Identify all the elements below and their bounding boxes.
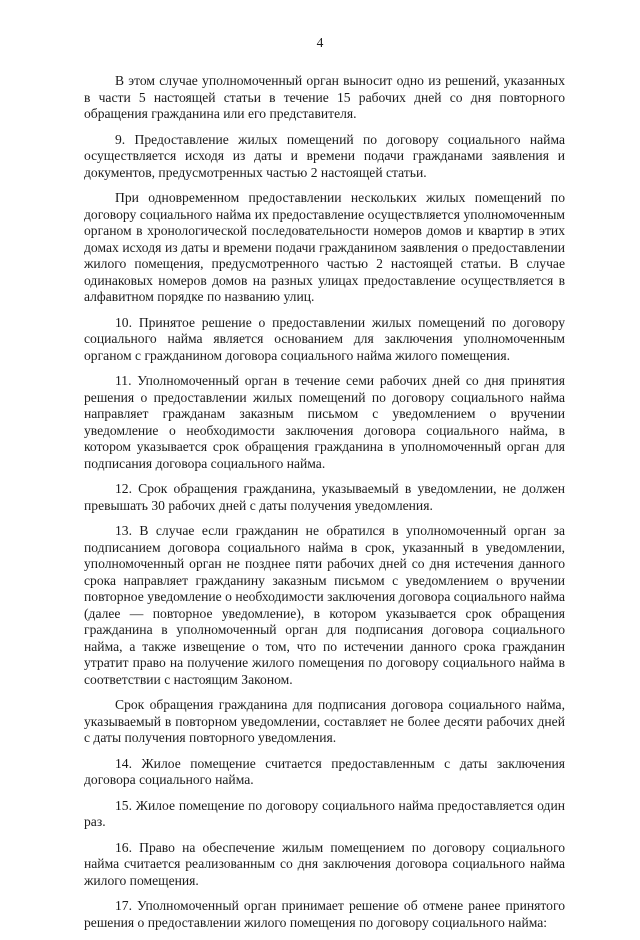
paragraph-repeat-request-decision: В этом случае уполномоченный орган выносит одно из решений, указанных в части 5 настоящей статьи в течение 15 рабочих дней со дня повторного обращения гражданина или его представителя. [84,73,565,121]
document-body [84,73,565,940]
paragraph-item-16: 16. Право на обеспечение жилым помещением по договору социального найма считается реализованным со дня заключения договора социального найма жилого помещения. [84,839,565,888]
paragraph-item-11: 11. Уполномоченный орган в течение семи рабочих дней со дня принятия решения о предоставлении жилых помещений по договору социального найма направляет гражданам заказным письмом с уведомлением о вручении уведомление о необходимости заключения договора социального найма, в котором указывается срок обращения гражданина в уполномоченный орган для подписания договора социального найма. [84,373,565,471]
paragraph-item-9: 9. Предоставление жилых помещений по договору социального найма осуществляется исходя из даты и времени подачи гражданами заявления и документов, предусмотренных частью 2 настоящей статьи. [84,131,565,180]
paragraph-simultaneous-provision: При одновременном предоставлении нескольких жилых помещений по договору социального найма их предоставление осуществляется уполномоченным органом в хронологической последовательности номеров домов и квартир в этих домах исходя из даты и времени подачи гражданином заявления о предоставлении жилого помещения, предусмотренного частью 2 настоящей статьи. В случае одинаковых номеров домов на разных улицах предоставление осуществляется в алфавитном порядке по названию улиц. [84,190,565,304]
page-number: 4 [316,35,324,50]
paragraph-repeat-notice-deadline: Срок обращения гражданина для подписания договора социального найма, указываемый в повторном уведомлении, составляет не более десяти рабочих дней с даты получения повторного уведомления. [84,697,565,745]
paragraph-item-10: 10. Принятое решение о предоставлении жилых помещений по договору социального найма является основанием для заключения уполномоченным органом с гражданином договора социального найма жилого помещения. [84,314,565,363]
paragraph-item-12: 12. Срок обращения гражданина, указываемый в уведомлении, не должен превышать 30 рабочих дней с даты получения уведомления. [84,481,565,513]
paragraph-item-14: 14. Жилое помещение считается предоставленным с даты заключения договора социального найма. [84,755,565,787]
paragraph-item-17: 17. Уполномоченный орган принимает решение об отмене ранее принятого решения о предоставлении жилого помещения по договору социального найма: [84,898,565,930]
paragraph-item-15: 15. Жилое помещение по договору социального найма предоставляется один раз. [84,797,565,829]
paragraph-item-13: 13. В случае если гражданин не обратился в уполномоченный орган за подписанием договора социального найма в срок, указанный в уведомлении, уполномоченный орган не позднее пяти рабочих дней со дня истечения данного срока направляет гражданину заказным письмом с уведомлением о вручении повторное уведомление о необходимости заключения договора социального найма (далее — повторное уведомление), в котором указывается срок обращения гражданина в уполномоченный орган для подписания договора социального найма, а также извещение о том, что по истечении данного срока гражданин утратит право на получение жилого помещения по договору социального найма в соответствии с настоящим Законом. [84,523,565,687]
